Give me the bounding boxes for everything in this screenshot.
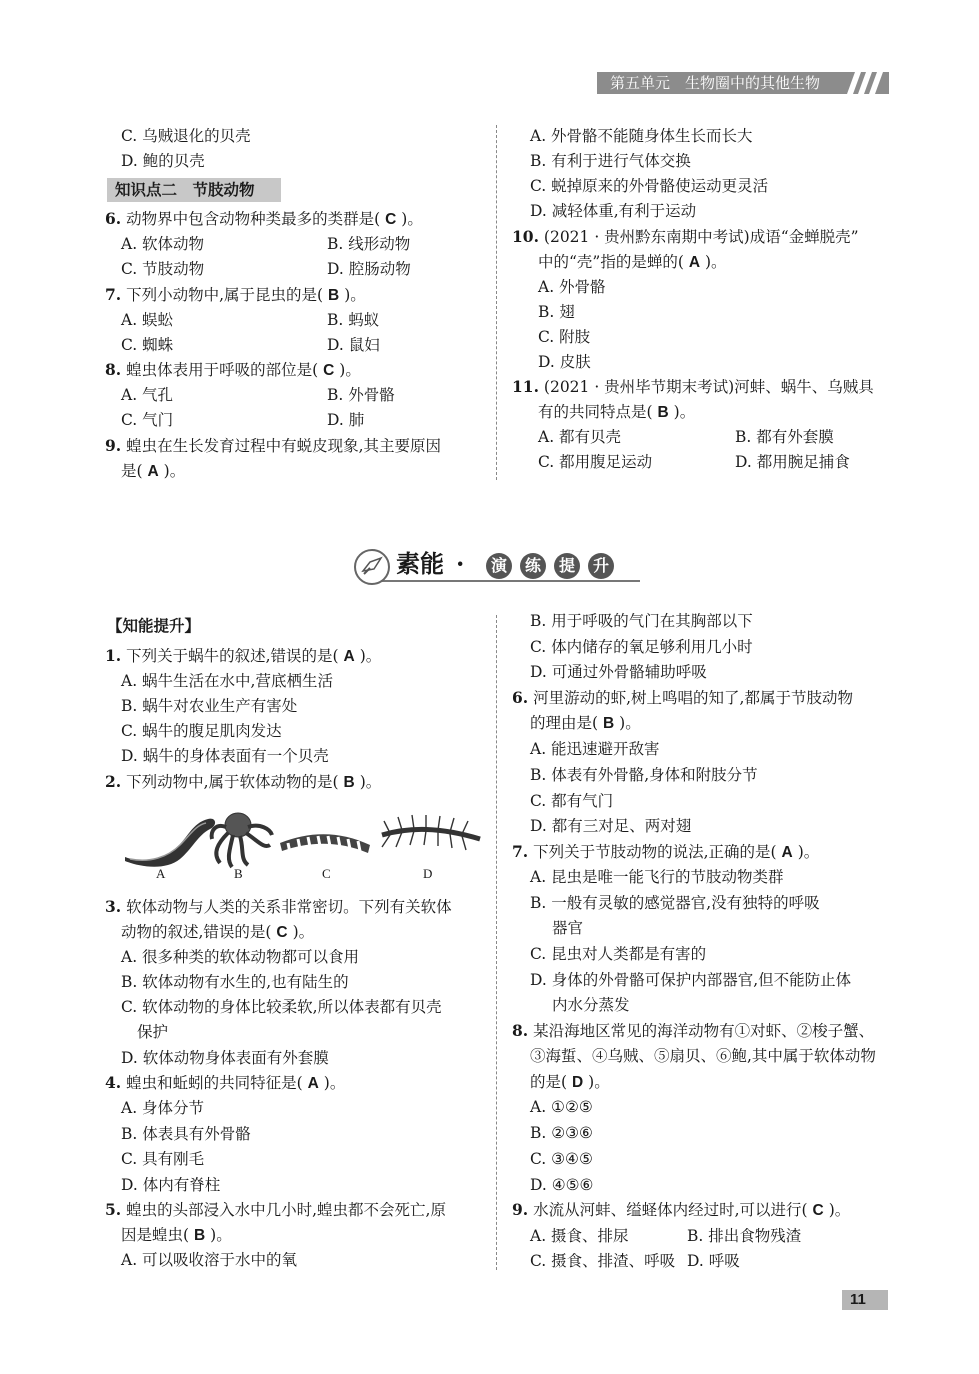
question-9b: 9. 水流从河蚌、缢蛏体内经过时,可以进行( C )。 bbox=[512, 1200, 851, 1219]
option-text: C. 软体动物的身体比较柔软,所以体表都有贝壳 bbox=[121, 998, 442, 1016]
option-text: A. 都有贝壳 bbox=[538, 428, 622, 446]
option-text: C. 摄食、排渣、呼吸 bbox=[530, 1252, 676, 1270]
option-text: C. 都有气门 bbox=[530, 792, 614, 810]
page-number: 11 bbox=[850, 1291, 866, 1308]
option-text: A. 外骨骼 bbox=[538, 278, 606, 296]
banner-char: 升 bbox=[588, 553, 614, 579]
question-4: 4. 蝗虫和蚯蚓的共同特征是( A )。 bbox=[105, 1073, 346, 1092]
option-text: C. 乌贼退化的贝壳 bbox=[121, 127, 251, 145]
option-text: D. 软体动物身体表面有外套膜 bbox=[121, 1049, 329, 1067]
option-text: B. 排出食物残渣 bbox=[687, 1227, 802, 1245]
option-text: D. 可通过外骨骼辅助呼吸 bbox=[530, 663, 707, 681]
option-text: A. 软体动物 bbox=[121, 235, 205, 253]
option-text: D. 都有三对足、两对翅 bbox=[530, 817, 692, 835]
option-text: C. 蜗牛的腹足肌肉发达 bbox=[121, 722, 282, 740]
question-5-cont: 因是蝗虫( B )。 bbox=[121, 1226, 232, 1244]
option-text: A. 气孔 bbox=[121, 386, 174, 404]
option-text: D. 减轻体重,有利于运动 bbox=[530, 202, 697, 220]
option-text: C. 具有刚毛 bbox=[121, 1150, 205, 1168]
option-text: D. 呼吸 bbox=[687, 1252, 740, 1270]
option-text: B. 外骨骼 bbox=[327, 386, 395, 404]
question-6b: 6. 河里游动的虾,树上鸣唱的知了,都属于节肢动物 bbox=[512, 688, 853, 707]
question-11-cont: 有的共同特点是( B )。 bbox=[538, 403, 696, 421]
option-text: B. 用于呼吸的气门在其胸部以下 bbox=[530, 612, 753, 630]
option-text: B. 蚂蚁 bbox=[327, 311, 380, 329]
caterpillar-image bbox=[280, 834, 370, 853]
earthworm-image bbox=[125, 819, 215, 867]
option-text: B. 体表具有外骨骼 bbox=[121, 1125, 251, 1143]
option-text: C. 都用腹足运动 bbox=[538, 453, 653, 471]
option-text: C. 体内储存的氧足够利用几小时 bbox=[530, 638, 753, 656]
option-text: D. 都用腕足捕食 bbox=[735, 453, 850, 471]
option-text: A. 身体分节 bbox=[121, 1099, 205, 1117]
knowledge-point-label: 知识点二 节肢动物 bbox=[107, 178, 281, 202]
question-8b: 8. 某沿海地区常见的海洋动物有①对虾、②梭子蟹、 bbox=[512, 1021, 875, 1040]
image-caption: B bbox=[234, 866, 243, 881]
animal-illustrations bbox=[120, 805, 485, 871]
question-11: 11. (2021 · 贵州毕节期末考试)河蚌、蜗牛、乌贼具 bbox=[512, 377, 874, 396]
banner-title: 素能 bbox=[396, 550, 444, 578]
option-text: B. 一般有灵敏的感觉器官,没有独特的呼吸 bbox=[530, 894, 820, 912]
section-banner bbox=[352, 545, 642, 587]
question-10-cont: 中的“壳”指的是蝉的( A )。 bbox=[538, 253, 727, 271]
option-text: C. 昆虫对人类都是有害的 bbox=[530, 945, 707, 963]
option-text: C. 蜕掉原来的外骨骼使运动更灵活 bbox=[530, 177, 769, 195]
page-number-box bbox=[842, 1290, 888, 1310]
question-5: 5. 蝗虫的头部浸入水中几小时,蝗虫都不会死亡,原 bbox=[105, 1200, 446, 1219]
question-3: 3. 软体动物与人类的关系非常密切。下列有关软体 bbox=[105, 897, 452, 916]
option-text: D. 腔肠动物 bbox=[327, 260, 411, 278]
banner-dot: · bbox=[456, 549, 465, 578]
question-6b-cont: 的理由是( B )。 bbox=[530, 714, 641, 732]
option-text: A. 能迅速避开敌害 bbox=[530, 740, 660, 758]
banner-char: 演 bbox=[486, 553, 512, 579]
option-text: A. 摄食、排尿 bbox=[530, 1227, 629, 1245]
option-text: D. 鼠妇 bbox=[327, 336, 380, 354]
option-text: B. 体表有外骨骼,身体和附肢分节 bbox=[530, 766, 758, 784]
question-7b: 7. 下列关于节肢动物的说法,正确的是( A )。 bbox=[512, 842, 820, 861]
column-divider bbox=[496, 125, 497, 480]
question-7: 7. 下列小动物中,属于昆虫的是( B )。 bbox=[105, 285, 366, 304]
question-8: 8. 蝗虫体表用于呼吸的部位是( C )。 bbox=[105, 360, 361, 379]
option-text: C. 蜘蛛 bbox=[121, 336, 174, 354]
option-text: C. 节肢动物 bbox=[121, 260, 205, 278]
question-10: 10. (2021 · 贵州黔东南期中考试)成语“金蝉脱壳” bbox=[512, 227, 859, 246]
question-9-cont: 是( A )。 bbox=[121, 462, 186, 480]
image-caption: C bbox=[322, 866, 331, 881]
option-text: B. ②③⑥ bbox=[530, 1124, 593, 1142]
option-text: D. 体内有脊柱 bbox=[121, 1176, 221, 1194]
option-text: B. 蜗牛对农业生产有害处 bbox=[121, 697, 298, 715]
question-6: 6. 动物界中包含动物种类最多的类群是( C )。 bbox=[105, 209, 423, 228]
option-text: B. 有利于进行气体交换 bbox=[530, 152, 691, 170]
option-text: 器官 bbox=[552, 919, 584, 937]
section-heading: 【知能提升】 bbox=[107, 617, 201, 635]
option-text: D. 皮肤 bbox=[538, 353, 591, 371]
option-text: A. 很多种类的软体动物都可以食用 bbox=[121, 948, 360, 966]
image-caption: D bbox=[423, 866, 433, 881]
option-text: D. ④⑤⑥ bbox=[530, 1176, 594, 1194]
banner-char: 练 bbox=[520, 553, 546, 579]
option-text: B. 软体动物有水生的,也有陆生的 bbox=[121, 973, 349, 991]
centipede-image bbox=[382, 815, 480, 850]
option-text: D. 肺 bbox=[327, 411, 365, 429]
banner-char: 提 bbox=[554, 553, 580, 579]
option-text: A. 昆虫是唯一能飞行的节肢动物类群 bbox=[530, 868, 784, 886]
option-text: B. 翅 bbox=[538, 303, 575, 321]
option-text: 保护 bbox=[137, 1023, 169, 1041]
option-text: A. 可以吸收溶于水中的氧 bbox=[121, 1251, 298, 1269]
option-text: D. 蜗牛的身体表面有一个贝壳 bbox=[121, 747, 329, 765]
option-text: D. 鲍的贝壳 bbox=[121, 152, 205, 170]
option-text: D. 身体的外骨骼可保护内部器官,但不能防止体 bbox=[530, 971, 852, 989]
question-2: 2. 下列动物中,属于软体动物的是( B )。 bbox=[105, 772, 382, 791]
option-text: A. 蜗牛生活在水中,营底栖生活 bbox=[121, 672, 333, 690]
octopus-image bbox=[212, 813, 272, 867]
option-text: C. 气门 bbox=[121, 411, 174, 429]
question-9: 9. 蝗虫在生长发育过程中有蜕皮现象,其主要原因 bbox=[105, 436, 442, 455]
question-1: 1. 下列关于蜗牛的叙述,错误的是( A )。 bbox=[105, 646, 382, 665]
question-8b-cont: 的是( D )。 bbox=[530, 1073, 610, 1091]
option-text: A. 蜈蚣 bbox=[121, 311, 174, 329]
option-text: C. 附肢 bbox=[538, 328, 591, 346]
image-caption: A bbox=[156, 866, 166, 881]
question-3-cont: 动物的叙述,错误的是( C )。 bbox=[121, 923, 315, 941]
option-text: 内水分蒸发 bbox=[552, 996, 630, 1014]
option-text: A. 外骨骼不能随身体生长而长大 bbox=[530, 127, 753, 145]
option-text: A. ①②⑤ bbox=[530, 1098, 593, 1116]
unit-title: 第五单元 生物圈中的其他生物 bbox=[610, 74, 821, 92]
option-text: B. 线形动物 bbox=[327, 235, 411, 253]
option-text: B. 都有外套膜 bbox=[735, 428, 834, 446]
option-text: C. ③④⑤ bbox=[530, 1150, 593, 1168]
question-8b-line2: ③海蜇、④乌贼、⑤扇贝、⑥鲍,其中属于软体动物 bbox=[530, 1047, 876, 1065]
column-divider bbox=[496, 615, 497, 1270]
